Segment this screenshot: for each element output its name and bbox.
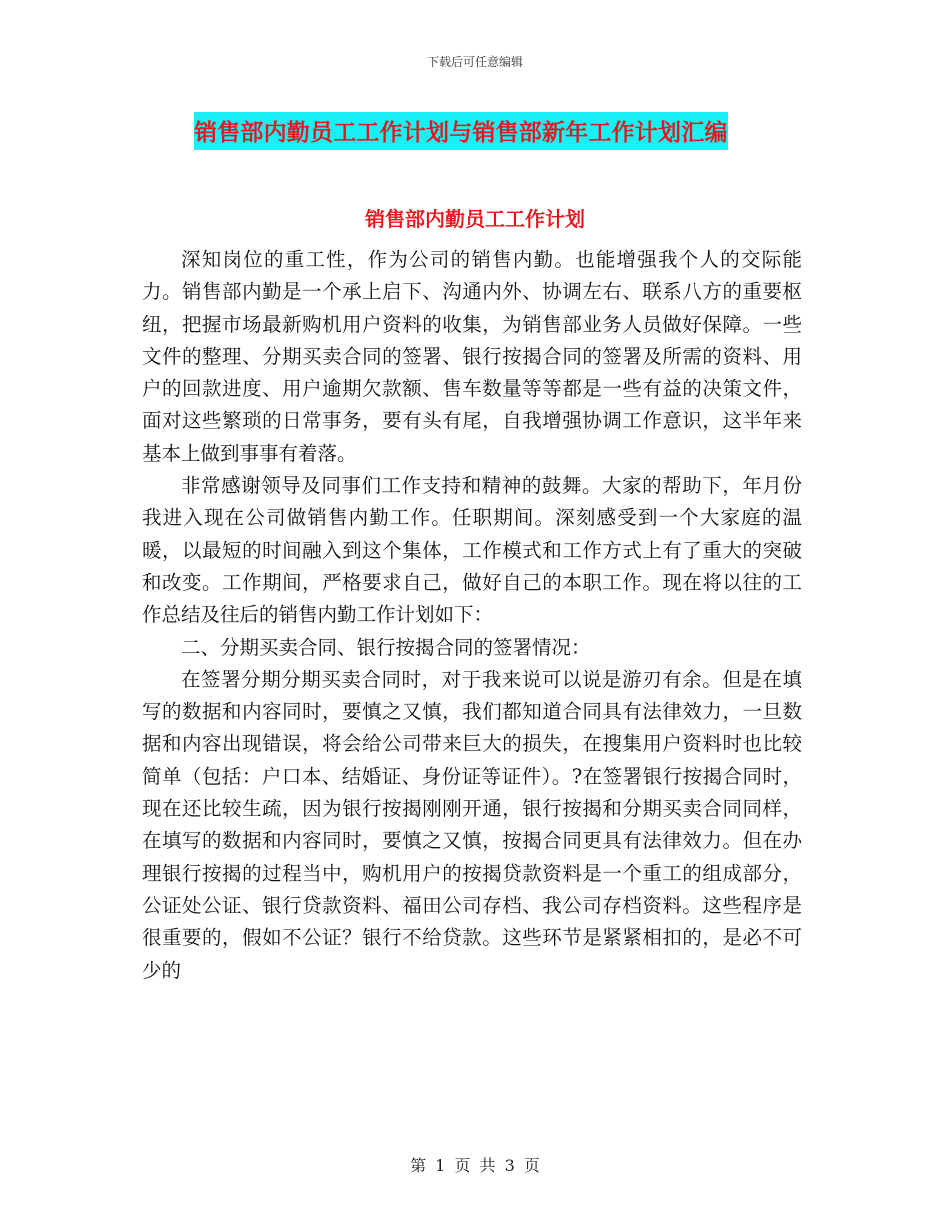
document-body [142, 244, 802, 987]
page-number-footer: 第 1 页 共 3 页 [410, 1156, 540, 1175]
paragraph: 深知岗位的重工性，作为公司的销售内勤。也能增强我个人的交际能力。销售部内勤是一个承上启下、沟通内外、协调左右、联系八方的重要枢纽，把握市场最新购机用户资料的收集，为销售部业务人员做好保障。一些文件的整理、分期买卖合同的签署、银行按揭合同的签署及所需的资料、用户的回款进度、用户逾期欠款额、售车数量等等都是一些有益的决策文件，面对这些繁琐的日常事务，要有头有尾，自我增强协调工作意识，这半年来基本上做到事事有着落。 [142, 248, 802, 465]
paragraph: 在签署分期分期买卖合同时，对于我来说可以说是游刃有余。但是在填写的数据和内容同时，要慎之又慎，我们都知道合同具有法律效力，一旦数据和内容出现错误，将会给公司带来巨大的损失，在搜集用户资料时也比较简单（包括：户口本、结婚证、身份证等证件）。?在签署银行按揭合同时，现在还比较生疏，因为银行按揭刚刚开通，银行按揭和分期买卖合同同样，在填写的数据和内容同时，要慎之又慎，按揭合同更具有法律效力。但在办理银行按揭的过程当中，购机用户的按揭贷款资料是一个重工的组成部分，公证处公证、银行贷款资料、福田公司存档、我公司存档资料。这些程序是很重要的，假如不公证？银行不给贷款。这些环节是紧紧相扣的，是必不可少的 [142, 667, 802, 982]
document-title: 销售部内勤员工工作计划与销售部新年工作计划汇编 [194, 112, 728, 150]
paragraph: 非常感谢领导及同事们工作支持和精神的鼓舞。大家的帮助下，年月份我进入现在公司做销售内勤工作。任职期间。深刻感受到一个大家庭的温暖，以最短的时间融入到这个集体，工作模式和工作方式上有了重大的突破和改变。工作期间，严格要求自己，做好自己的本职工作。现在将以往的工作总结及往后的销售内勤工作计划如下： [142, 474, 802, 627]
paragraph-heading: 二、分期买卖合同、银行按揭合同的签署情况： [181, 635, 591, 659]
header-note: 下载后可任意编辑 [426, 55, 523, 69]
section-title: 销售部内勤员工工作计划 [365, 207, 585, 231]
